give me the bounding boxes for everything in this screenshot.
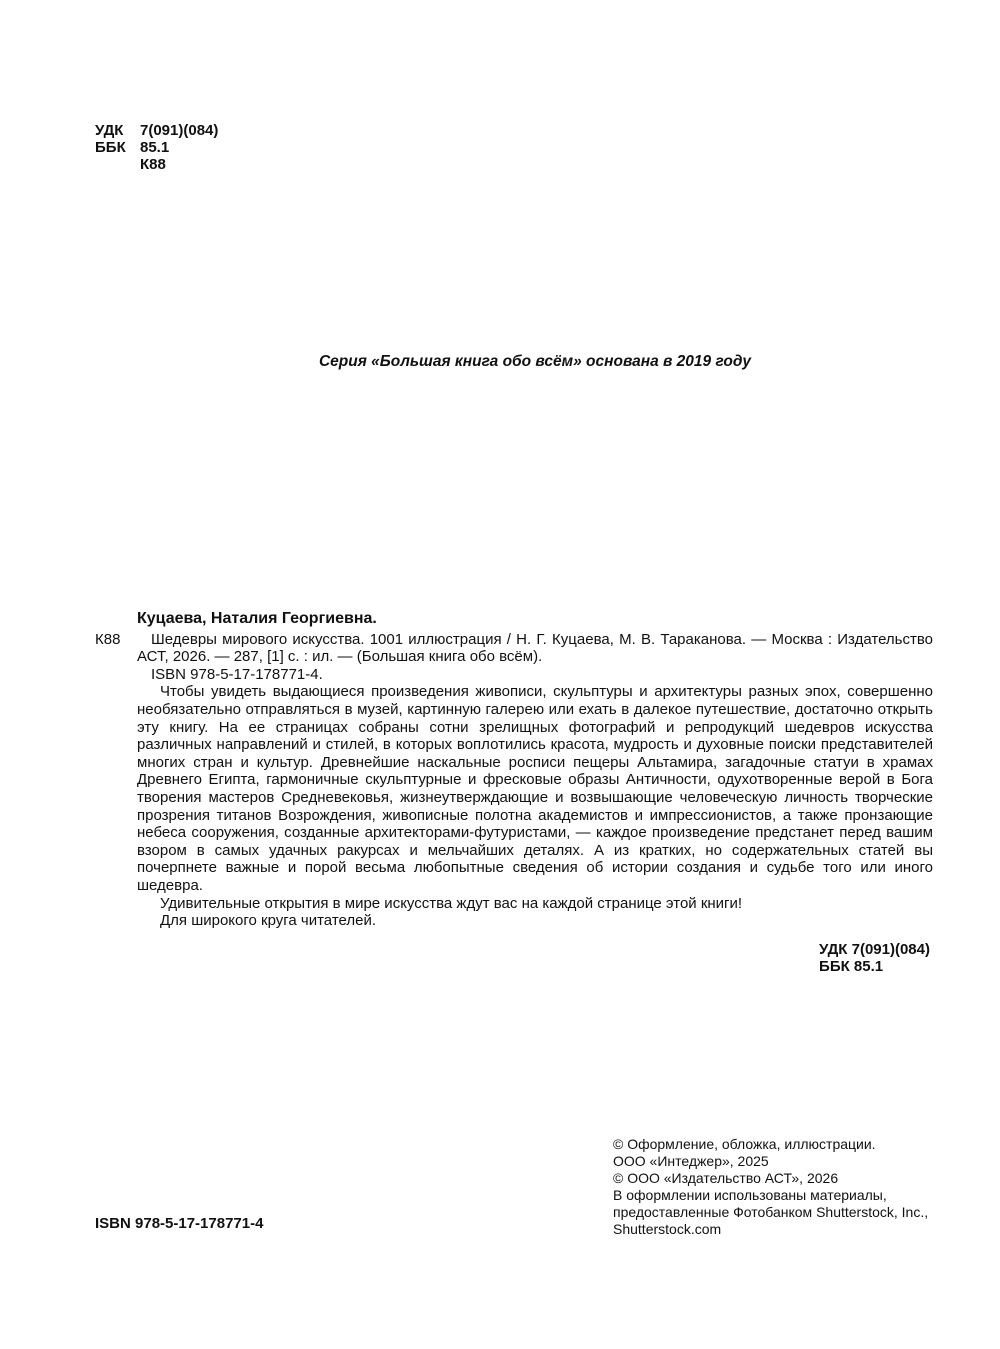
annotation-paragraph: Для широкого круга читателей.	[160, 912, 377, 930]
copyright-line: © Оформление, обложка, иллюстрации.	[613, 1136, 876, 1152]
annotation-paragraph: Чтобы увидеть выдающиеся произведения живописи, скульптуры и архитектуры разных эпох, совершенно необязательно отправляться в музей, картинную галерею или ехать в далекое путешествие, достаточно открыть эту книгу. На ее страницах собраны сотни зрелищных фотографий и репродукций шедевров искусства различных направлений и стилей, в которых воплотились красота, мудрость и духовные поиски представителей многих стран и культур. Древнейшие наскальные росписи пещеры Альтамира, загадочные статуи в храмах Древнего Египта, гармоничные скульптурные и фресковые образы Античности, одухотворенные верой в Бога творения мастеров Средневековья, жизнеутверждающие и возвышающие человеческую личность творческие прозрения титанов Возрождения, живописные полотна академистов и импрессионистов, а также пронзающие небеса сооружения, созданные архитекторами-футуристами, — каждое произведение предстанет перед вашим взором в самых удачных ракурсах и мельчайших деталях. А из кратких, но содержательных статей вы почерпнете важные и порой весьма любопытные сведения об истории создания и судьбе того или иного шедевра.	[137, 683, 933, 894]
right-bbk: ББК 85.1	[819, 958, 884, 975]
right-classification-codes	[819, 941, 930, 975]
copyright-line: предоставленные Фотобанком Shutterstock, Inc.,	[613, 1204, 929, 1220]
series-note: Серия «Большая книга обо всём» основана в 2019 году	[318, 353, 752, 370]
bbk-value: 85.1	[140, 139, 170, 156]
bibliographic-record	[95, 610, 933, 930]
isbn-bottom: ISBN 978-5-17-178771-4	[95, 1215, 264, 1232]
copyright-line: ООО «Интеджер», 2025	[613, 1153, 769, 1169]
record-isbn: ISBN 978-5-17-178771-4.	[151, 665, 323, 683]
bbk-label: ББК	[95, 139, 126, 156]
author-name: Куцаева, Наталия Георгиевна.	[137, 610, 377, 627]
record-cutter: К88	[95, 631, 121, 648]
udk-label: УДК	[95, 122, 124, 139]
cutter-code: К88	[140, 156, 166, 173]
title-entry: Шедевры мирового искусства. 1001 иллюстрация / Н. Г. Куцаева, М. В. Тараканова. — Москва : Издательство АСТ, 2026. — 287, [1] с. : ил. — (Большая книга обо всём).	[137, 630, 933, 666]
copyright-block	[613, 1136, 943, 1238]
copyright-line: © ООО «Издательство АСТ», 2026	[613, 1170, 839, 1186]
udk-value: 7(091)(084)	[140, 122, 219, 139]
classification-codes	[95, 122, 218, 173]
copyright-line: В оформлении использованы материалы,	[613, 1187, 887, 1203]
annotation-paragraph: Удивительные открытия в мире искусства ждут вас на каждой странице этой книги!	[160, 894, 743, 912]
copyright-line: Shutterstock.com	[613, 1221, 722, 1237]
right-udk: УДК 7(091)(084)	[819, 941, 930, 958]
annotation	[95, 683, 933, 929]
